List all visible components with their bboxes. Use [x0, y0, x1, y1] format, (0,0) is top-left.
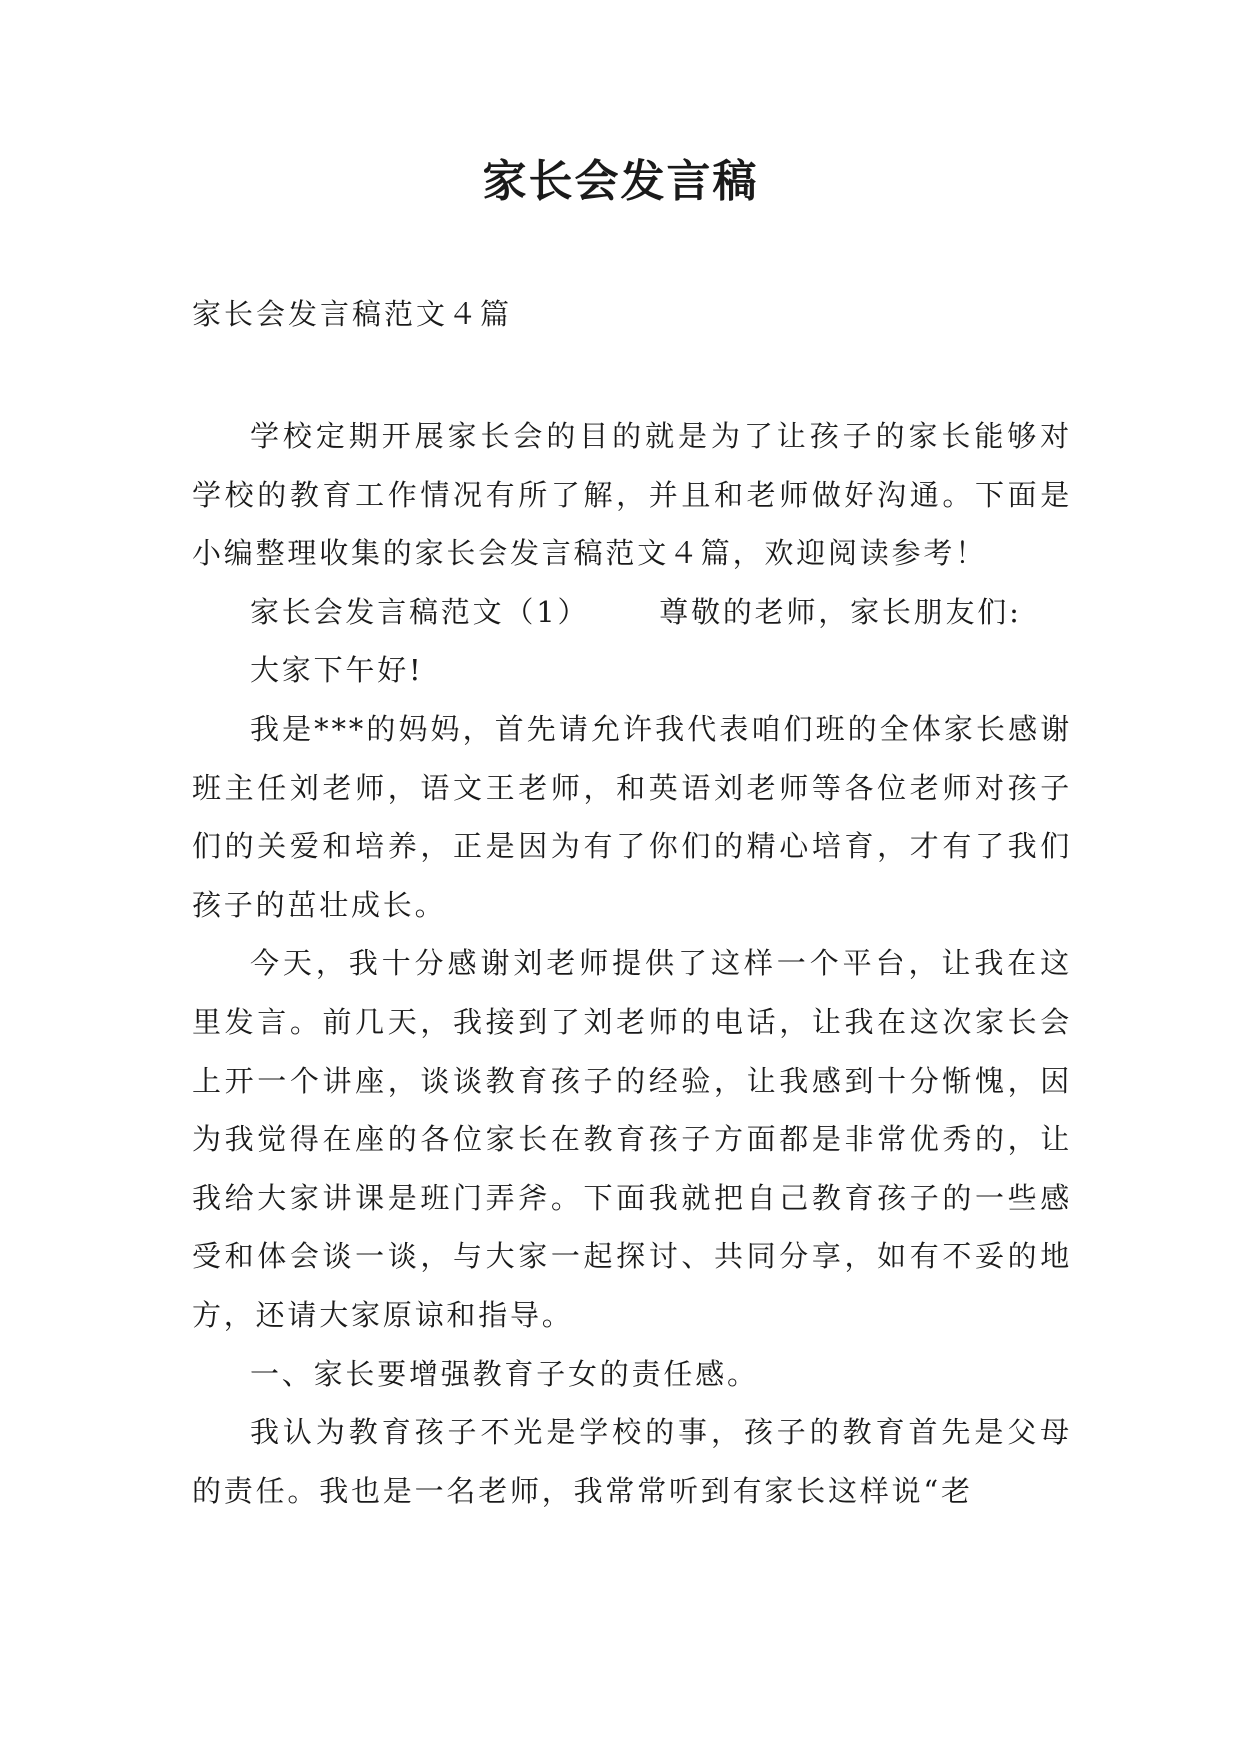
document-subtitle: 家长会发言稿范文４篇: [192, 297, 513, 331]
document-body: [192, 407, 1072, 1520]
body-paragraph: 我认为教育孩子不光是学校的事，孩子的教育首先是父母的责任。我也是一名老师，我常常听到有家长这样说“老: [192, 1415, 1072, 1508]
document-title: 家长会发言稿: [482, 156, 759, 207]
intro-paragraph: 学校定期开展家长会的目的就是为了让孩子的家长能够对学校的教育工作情况有所了解，并且和老师做好沟通。下面是小编整理收集的家长会发言稿范文４篇，欢迎阅读参考！: [192, 419, 1072, 571]
greeting-paragraph: 大家下午好!: [250, 653, 424, 688]
body-paragraph: 我是***的妈妈，首先请允许我代表咱们班的全体家长感谢班主任刘老师，语文王老师，和英语刘老师等各位老师对孩子们的关爱和培养，正是因为有了你们的精心培育，才有了我们孩子的茁壮成长。: [192, 711, 1072, 922]
body-paragraph: 今天，我十分感谢刘老师提供了这样一个平台，让我在这里发言。前几天，我接到了刘老师的电话，让我在这次家长会上开一个讲座，谈谈教育孩子的经验，让我感到十分惭愧，因为我觉得在座的各位家长在教育孩子方面都是非常优秀的，让我给大家讲课是班门弄斧。下面我就把自己教育孩子的一些感受和体会谈一谈，与大家一起探讨、共同分享，如有不妥的地方，还请大家原谅和指导。: [192, 946, 1072, 1332]
sample-heading-line: [192, 583, 1072, 642]
sample-heading: 家长会发言稿范文（1）: [250, 594, 590, 629]
section-heading: 一、家长要增强教育子女的责任感。: [250, 1356, 759, 1391]
salutation: 尊敬的老师，家长朋友们:: [659, 594, 1022, 629]
